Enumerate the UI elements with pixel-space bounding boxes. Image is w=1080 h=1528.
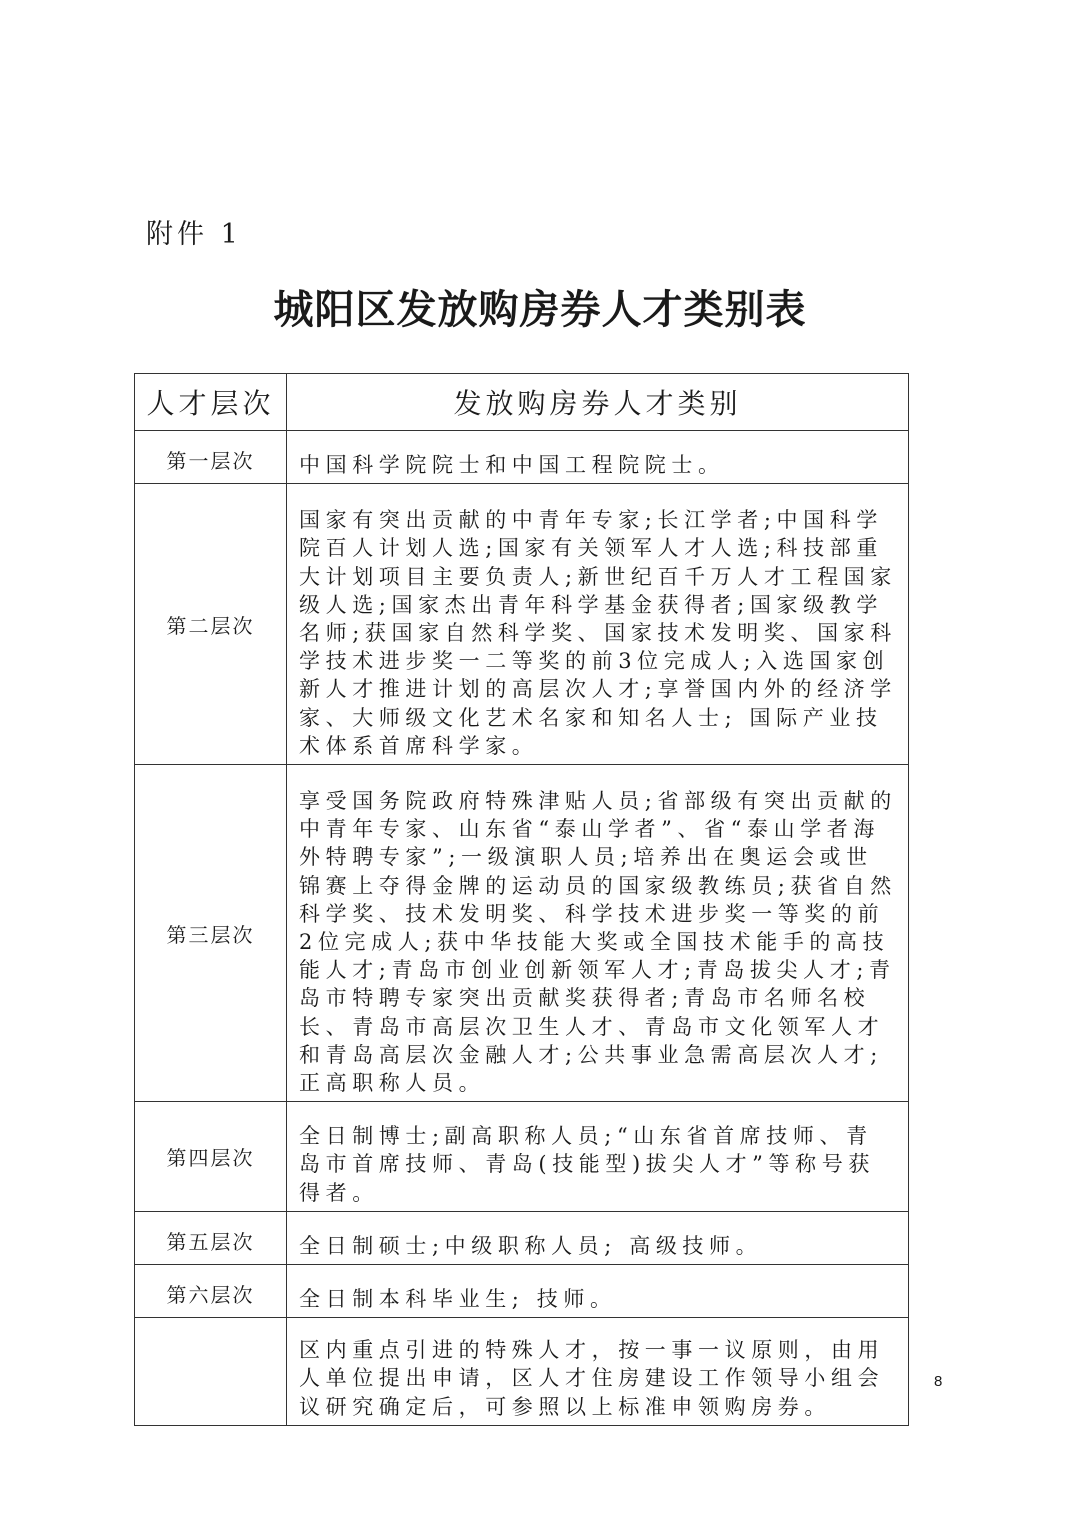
header-category: 发放购房券人才类别 (287, 374, 909, 431)
level-cell (135, 1318, 287, 1426)
header-level: 人才层次 (135, 374, 287, 431)
category-cell: 中国科学院院士和中国工程院院士。 (287, 431, 909, 484)
page-number: 8 (934, 1373, 943, 1390)
category-cell: 享受国务院政府特殊津贴人员;省部级有突出贡献的中青年专家、山东省“泰山学者”、省“泰山学者海外特聘专家”;一级演职人员;培养出在奥运会或世锦赛上夺得金牌的运动员的国家级教练员;获省自然科学奖、技术发明奖、科学技术进步奖一等奖的前2位完成人;获中华技能大奖或全国技术能手的高技能人才;青岛市创业创新领军人才;青岛拔尖人才;青岛市特聘专家突出贡献奖获得者;青岛市名师名校长、青岛市高层次卫生人才、青岛市文化领军人才和青岛高层次金融人才;公共事业急需高层次人才;正高职称人员。 (287, 765, 909, 1102)
table-row (135, 1102, 909, 1212)
table-header-row (135, 374, 909, 431)
level-cell: 第五层次 (135, 1211, 287, 1264)
table-row (135, 1265, 909, 1318)
level-cell: 第三层次 (135, 765, 287, 1102)
table-row (135, 431, 909, 484)
level-cell: 第二层次 (135, 484, 287, 765)
table-row (135, 1318, 909, 1426)
attachment-label: 附件 1 (146, 219, 242, 250)
level-cell: 第六层次 (135, 1265, 287, 1318)
category-cell: 全日制本科毕业生; 技师。 (287, 1265, 909, 1318)
table-row (135, 484, 909, 765)
category-cell: 全日制博士;副高职称人员;“山东省首席技师、青岛市首席技师、青岛(技能型)拔尖人才”等称号获得者。 (287, 1102, 909, 1212)
table-row (135, 765, 909, 1102)
talent-category-table (134, 373, 909, 1426)
category-cell: 全日制硕士;中级职称人员; 高级技师。 (287, 1211, 909, 1264)
category-cell: 区内重点引进的特殊人才，按一事一议原则，由用人单位提出申请，区人才住房建设工作领导小组会议研究确定后，可参照以上标准申领购房券。 (287, 1318, 909, 1426)
level-cell: 第四层次 (135, 1102, 287, 1212)
category-cell: 国家有突出贡献的中青年专家;长江学者;中国科学院百人计划人选;国家有关领军人才人选;科技部重大计划项目主要负责人;新世纪百千万人才工程国家级人选;国家杰出青年科学基金获得者;国家级教学名师;获国家自然科学奖、国家技术发明奖、国家科学技术进步奖一二等奖的前3位完成人;入选国家创新人才推进计划的高层次人才;享誉国内外的经济学家、大师级文化艺术名家和知名人士; 国际产业技术体系首席科学家。 (287, 484, 909, 765)
level-cell: 第一层次 (135, 431, 287, 484)
table-row (135, 1211, 909, 1264)
document-title: 城阳区发放购房券人才类别表 (273, 287, 807, 333)
